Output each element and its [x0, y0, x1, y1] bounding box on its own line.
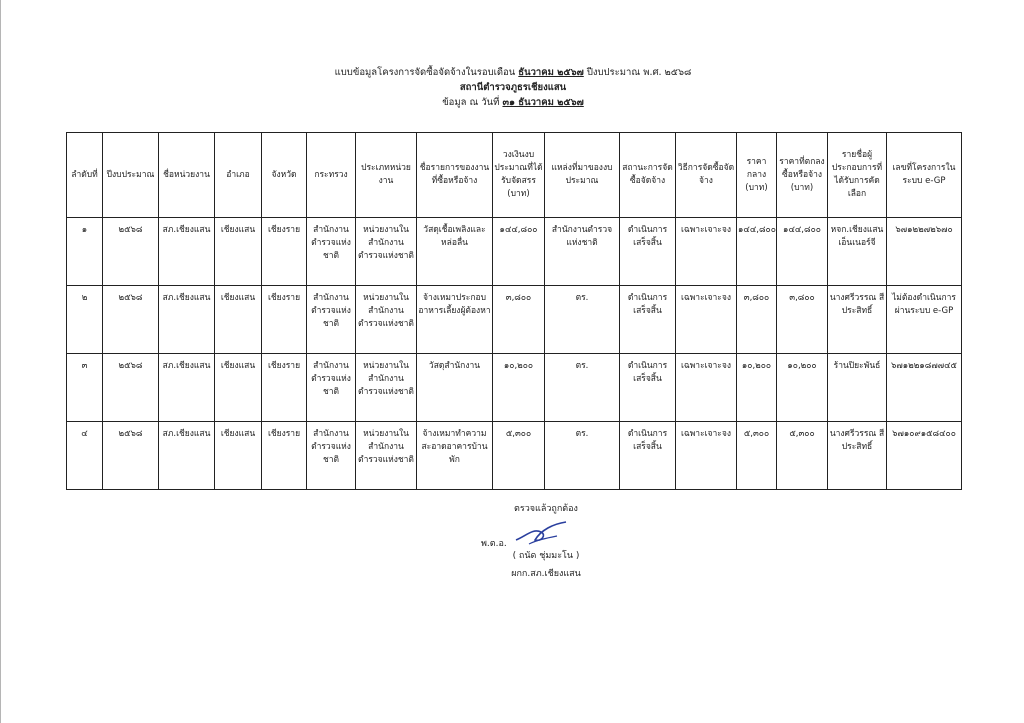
column-header: ชื่อหน่วยงาน	[159, 133, 215, 218]
table-cell: ๑	[67, 218, 103, 286]
table-cell: เชียงแสน	[215, 218, 262, 286]
table-cell: ๔	[67, 422, 103, 490]
table-cell: สภ.เชียงแสน	[159, 354, 215, 422]
table-cell: สำนักงานตำรวจแห่งชาติ	[307, 286, 356, 354]
table-cell: ๕,๓๐๐	[493, 422, 545, 490]
table-cell: เฉพาะเจาะจง	[676, 218, 737, 286]
table-cell: เฉพาะเจาะจง	[676, 286, 737, 354]
column-header: วงเงินงบประมาณที่ได้รับจัดสรร (บาท)	[493, 133, 545, 218]
form-title	[1, 66, 1024, 80]
column-header: ลำดับที่	[67, 133, 103, 218]
table-cell: ๒๕๖๘	[103, 286, 159, 354]
table-cell: ๕,๓๐๐	[737, 422, 777, 490]
column-header: จังหวัด	[262, 133, 307, 218]
data-as-of	[1, 96, 1024, 110]
column-header: ชื่อรายการของงานที่ซื้อหรือจ้าง	[417, 133, 493, 218]
column-header: เลขที่โครงการในระบบ e-GP	[887, 133, 962, 218]
table-cell: เชียงราย	[262, 422, 307, 490]
table-cell: ๓,๘๐๐	[493, 286, 545, 354]
table-cell: ๖๗๑๒๒๑๘๗๗๔๕	[887, 354, 962, 422]
data-as-of-prefix: ข้อมูล ณ วันที่	[442, 97, 500, 108]
table-cell: นางศรีวรรณ สีประสิทธิ์	[828, 286, 887, 354]
table-cell: สภ.เชียงแสน	[159, 422, 215, 490]
table-cell: ดำเนินการเสร็จสิ้น	[620, 286, 676, 354]
table-cell: ๑๐,๒๐๐	[493, 354, 545, 422]
table-cell: เฉพาะเจาะจง	[676, 354, 737, 422]
officer-name: ( ถนัด ชุ่มมะโน )	[512, 551, 580, 561]
table-cell: วัสดุสำนักงาน	[417, 354, 493, 422]
table-cell: ไม่ต้องดำเนินการผ่านระบบ e-GP	[887, 286, 962, 354]
table-cell: ดำเนินการเสร็จสิ้น	[620, 354, 676, 422]
column-header: ประเภทหน่วยงาน	[356, 133, 417, 218]
table-row	[67, 354, 962, 422]
table-cell: ดำเนินการเสร็จสิ้น	[620, 422, 676, 490]
table-header-row	[67, 133, 962, 218]
form-title-prefix: แบบข้อมูลโครงการจัดซื้อจัดจ้างในรอบเดือน	[334, 67, 516, 78]
column-header: แหล่งที่มาของงบประมาณ	[545, 133, 620, 218]
table-cell: เชียงแสน	[215, 422, 262, 490]
data-as-of-date: ๓๑ ธันวาคม ๒๕๖๗	[502, 97, 584, 108]
table-cell: ๑๐,๒๐๐	[777, 354, 828, 422]
table-cell: ๑๔๔,๘๐๐	[493, 218, 545, 286]
column-header: กระทรวง	[307, 133, 356, 218]
table-cell: ดำเนินการเสร็จสิ้น	[620, 218, 676, 286]
table-cell: ๑๔๔,๘๐๐	[777, 218, 828, 286]
column-header: ราคาที่ตกลงซื้อหรือจ้าง (บาท)	[777, 133, 828, 218]
table-cell: ตร.	[545, 354, 620, 422]
report-month: ธันวาคม ๒๕๖๗	[518, 67, 584, 78]
table-cell: หน่วยงานในสำนักงานตำรวจแห่งชาติ	[356, 422, 417, 490]
agency-name: สถานีตำรวจภูธรเชียงแสน	[459, 82, 567, 93]
table-cell: เชียงราย	[262, 286, 307, 354]
table-cell: สำนักงานตำรวจแห่งชาติ	[307, 354, 356, 422]
table-cell: เชียงแสน	[215, 354, 262, 422]
table-cell: ๑๐,๒๐๐	[737, 354, 777, 422]
table-cell: เชียงราย	[262, 218, 307, 286]
table-cell: หจก.เชียงแสนเอ็นเนอร์จี	[828, 218, 887, 286]
table-cell: ร้านปิยะพันธ์	[828, 354, 887, 422]
table-cell: วัสดุเชื้อเพลิงและหล่อลื่น	[417, 218, 493, 286]
table-cell: ๒๕๖๘	[103, 354, 159, 422]
table-cell: สภ.เชียงแสน	[159, 218, 215, 286]
officer-position: ผกก.สภ.เชียงแสน	[511, 569, 581, 579]
column-header: ปีงบประมาณ	[103, 133, 159, 218]
table-cell: เชียงราย	[262, 354, 307, 422]
column-header: อำเภอ	[215, 133, 262, 218]
table-row	[67, 218, 962, 286]
procurement-table	[66, 132, 962, 490]
officer-rank: พ.ต.อ.	[481, 539, 507, 549]
table-cell: ๒๕๖๘	[103, 218, 159, 286]
table-cell: หน่วยงานในสำนักงานตำรวจแห่งชาติ	[356, 286, 417, 354]
table-cell: สำนักงานตำรวจแห่งชาติ	[307, 422, 356, 490]
table-cell: หน่วยงานในสำนักงานตำรวจแห่งชาติ	[356, 354, 417, 422]
table-cell: ๑๔๔,๘๐๐	[737, 218, 777, 286]
column-header: สถานะการจัดซื้อจัดจ้าง	[620, 133, 676, 218]
table-cell: ๓,๘๐๐	[737, 286, 777, 354]
table-cell: นางศรีวรรณ สีประสิทธิ์	[828, 422, 887, 490]
table-cell: จ้างเหมาประกอบอาหารเลี้ยงผู้ต้องหา	[417, 286, 493, 354]
column-header: วิธีการจัดซื้อจัดจ้าง	[676, 133, 737, 218]
table-cell: สำนักงานตำรวจแห่งชาติ	[545, 218, 620, 286]
table-cell: ๕,๓๐๐	[777, 422, 828, 490]
table-row	[67, 422, 962, 490]
column-header: รายชื่อผู้ประกอบการที่ได้รับการคัดเลือก	[828, 133, 887, 218]
table-cell: ตร.	[545, 422, 620, 490]
table-cell: ๒	[67, 286, 103, 354]
table-row	[67, 286, 962, 354]
table-cell: สำนักงานตำรวจแห่งชาติ	[307, 218, 356, 286]
table-body	[67, 218, 962, 490]
signature-image	[511, 518, 571, 548]
table-cell: จ้างเหมาทำความสะอาดอาคารบ้านพัก	[417, 422, 493, 490]
fiscal-year-label: ปีงบประมาณ พ.ศ. ๒๕๖๘	[586, 67, 692, 78]
table-cell: ๒๕๖๘	[103, 422, 159, 490]
certification-text: ตรวจแล้วถูกต้อง	[514, 504, 578, 514]
column-header: ราคากลาง (บาท)	[737, 133, 777, 218]
table-cell: สภ.เชียงแสน	[159, 286, 215, 354]
table-cell: หน่วยงานในสำนักงานตำรวจแห่งชาติ	[356, 218, 417, 286]
table-cell: ๖๗๑๒๒๗๒๖๗๐	[887, 218, 962, 286]
table-cell: ตร.	[545, 286, 620, 354]
table-cell: ๓	[67, 354, 103, 422]
table-cell: ๖๗๑๐๙๑๕๘๔๐๐	[887, 422, 962, 490]
table-cell: เชียงแสน	[215, 286, 262, 354]
table-cell: เฉพาะเจาะจง	[676, 422, 737, 490]
table-cell: ๓,๘๐๐	[777, 286, 828, 354]
